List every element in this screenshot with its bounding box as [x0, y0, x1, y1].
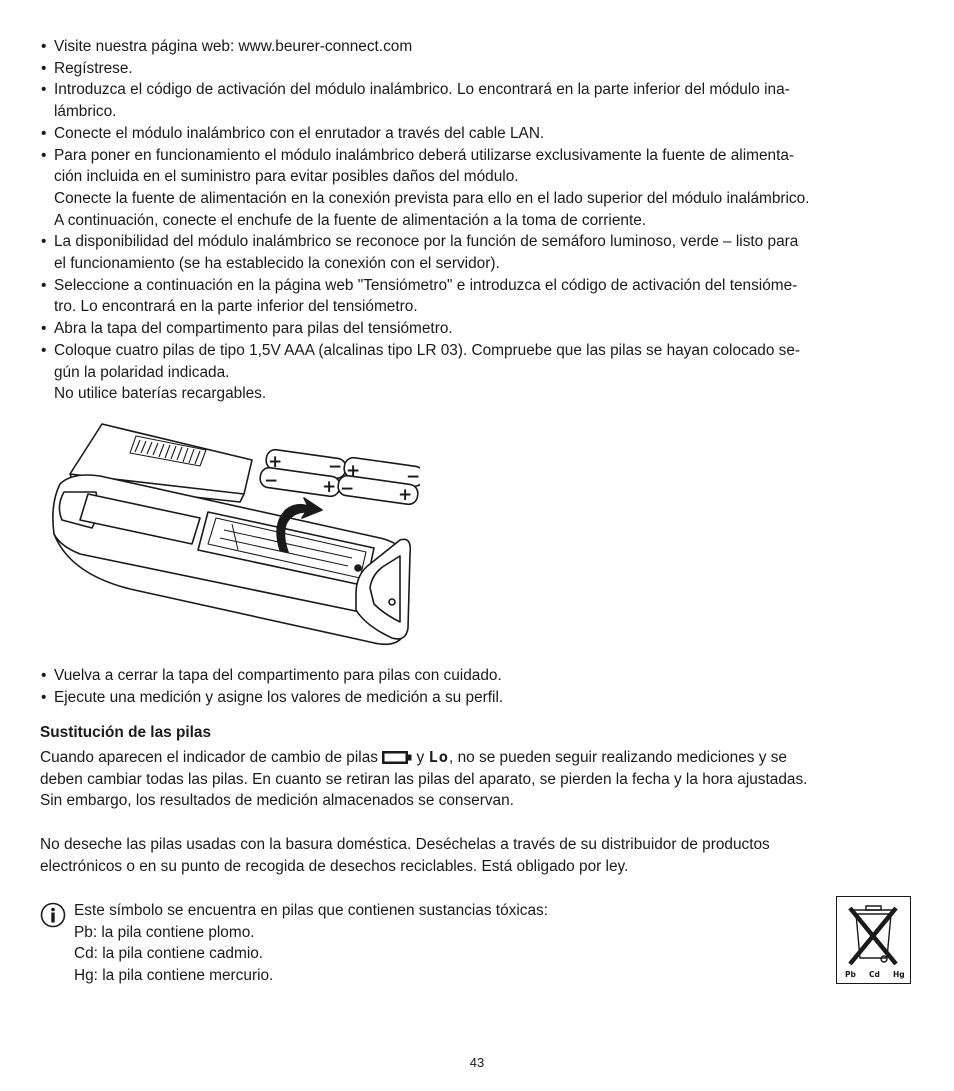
- instruction-line: • Introduzca el código de activación del módulo inalámbrico. Lo encontrará en la parte inferior del módulo ina-: [54, 81, 790, 99]
- instruction-item: [40, 145, 920, 232]
- instructions: [40, 36, 920, 405]
- toxic-substances-note: [74, 900, 548, 987]
- closing-step-list: [40, 665, 920, 708]
- page-number: 43: [469, 1055, 485, 1070]
- instruction-item: [40, 58, 920, 80]
- battery-replacement-paragraph: [40, 747, 920, 812]
- battery-change-icon: [382, 751, 412, 764]
- instruction-line: • Seleccione a continuación en la página web "Tensiómetro" e introduzca el código de activación del tensióme-: [54, 276, 798, 294]
- instruction-item: [40, 231, 920, 274]
- closing-step-item: • Ejecute una medición y asigne los valores de medición a su perfil.: [40, 687, 920, 709]
- battery-plus-label: +: [398, 485, 413, 505]
- battery-plus-label: +: [346, 461, 361, 481]
- note-line: Cd: la pila contiene cadmio.: [74, 945, 264, 963]
- paragraph-line: deben cambiar todas las pilas. En cuanto se retiran las pilas del aparato, se pierden la fecha y la hora ajustadas.: [40, 770, 808, 788]
- paragraph-line: Cuando aparecen el indicador de cambio de pilas y Lo, no se pueden seguir realizando mediciones y se: [40, 748, 787, 766]
- low-battery-lo-icon: Lo: [428, 748, 450, 766]
- note-line: Este símbolo se encuentra en pilas que contienen sustancias tóxicas:: [74, 902, 548, 919]
- instruction-line: • Para poner en funcionamiento el módulo inalámbrico deberá utilizarse exclusivamente la fuente de alimenta-: [54, 146, 795, 164]
- paragraph-line: electrónicos o en su punto de recogida de desechos reciclables. Está obligado por ley.: [40, 857, 629, 875]
- cadmium-label: Cd: [869, 970, 880, 979]
- instruction-line: • Visite nuestra página web: www.beurer-connect.com: [54, 38, 413, 55]
- instruction-line: A continuación, conecte el enchufe de la fuente de alimentación a la toma de corriente.: [54, 211, 647, 229]
- paragraph-line: No deseche las pilas usadas con la basura doméstica. Deséchelas a través de su distribuidor de productos: [40, 836, 770, 853]
- instruction-item: [40, 123, 920, 145]
- instruction-line: • La disponibilidad del módulo inalámbrico se reconoce por la función de semáforo luminoso, verde – listo para: [54, 233, 799, 251]
- lead-label: Pb: [845, 970, 856, 979]
- instruction-line: Conecte la fuente de alimentación en la conexión prevista para ello en el lado superior del módulo inalámbrico.: [54, 189, 810, 207]
- instruction-line: ción incluida en el suministro para evitar posibles daños del módulo.: [54, 168, 519, 186]
- instruction-item: [40, 275, 920, 318]
- mercury-label: Hg: [893, 970, 905, 979]
- instruction-line: lámbrico.: [54, 103, 117, 121]
- disposal-paragraph: [40, 834, 920, 877]
- instruction-line: el funcionamiento (se ha establecido la conexión con el servidor).: [54, 255, 500, 273]
- battery-plus-label: +: [322, 477, 337, 497]
- battery-minus-label: −: [328, 457, 343, 477]
- instruction-item: [40, 79, 920, 122]
- battery-minus-label: −: [264, 471, 279, 491]
- info-icon: [40, 902, 66, 928]
- instruction-line: • Conecte el módulo inalámbrico con el enrutador a través del cable LAN.: [54, 124, 545, 142]
- instruction-line: gún la polaridad indicada.: [54, 363, 230, 381]
- instruction-item: [40, 340, 920, 405]
- battery-minus-label: −: [406, 467, 420, 487]
- instruction-item: [40, 36, 920, 58]
- section-heading: Sustitución de las pilas: [40, 724, 212, 741]
- note-line: Pb: la pila contiene plomo.: [74, 923, 255, 941]
- battery-plus-label: +: [268, 452, 283, 472]
- note-line: Hg: la pila contiene mercurio.: [74, 967, 274, 985]
- crossed-bin-icon: [836, 896, 911, 984]
- instruction-line: • Abra la tapa del compartimento para pilas del tensiómetro.: [54, 320, 453, 338]
- battery-insertion-illustration: [40, 414, 420, 664]
- paragraph-line: Sin embargo, los resultados de medición almacenados se conservan.: [40, 792, 514, 810]
- instruction-line: • Coloque cuatro pilas de tipo 1,5V AAA (alcalinas tipo LR 03). Compruebe que las pilas se hayan colocado se-: [54, 341, 801, 359]
- closing-steps: [40, 665, 920, 708]
- instruction-item: [40, 318, 920, 340]
- closing-step-item: • Vuelva a cerrar la tapa del compartimento para pilas con cuidado.: [40, 665, 920, 687]
- instruction-line: • Regístrese.: [54, 59, 133, 77]
- instruction-line: No utilice baterías recargables.: [54, 385, 267, 403]
- instruction-line: tro. Lo encontrará en la parte inferior del tensiómetro.: [54, 298, 418, 316]
- battery-minus-label: −: [340, 479, 355, 499]
- instruction-list: [40, 36, 920, 405]
